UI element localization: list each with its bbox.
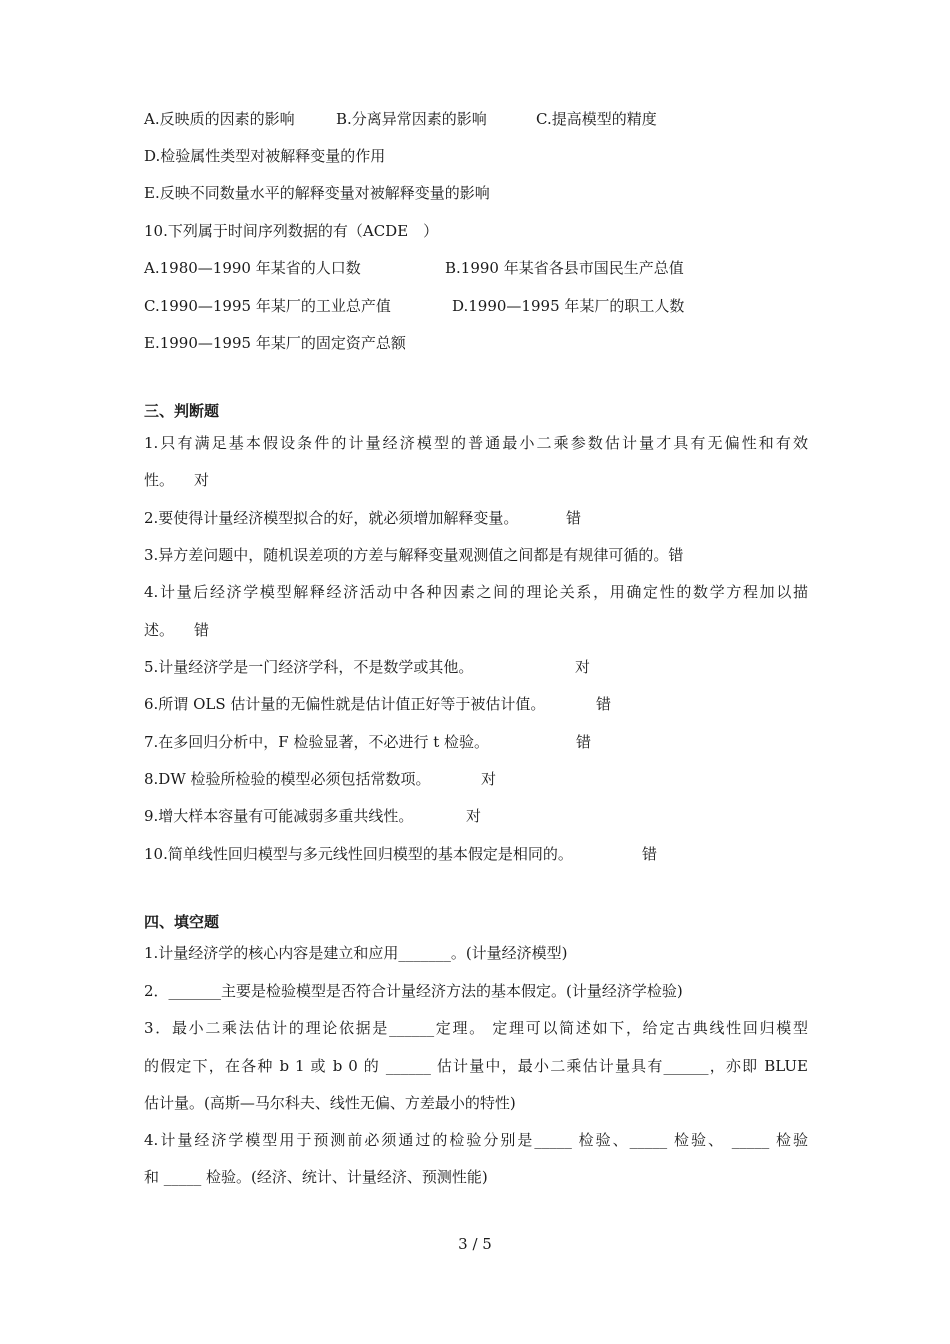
judge-item-7: 7.在多回归分析中，F 检验显著，不必进行 t 检验。 错 xyxy=(144,733,592,751)
section3-title: 三、判断题 xyxy=(144,402,220,420)
judge-answer-9: 对 xyxy=(466,807,482,825)
fill-item-3-line-1: 3．最小二乘法估计的理论依据是______定理。 定理可以简述如下，给定古典线性回归模型 xyxy=(144,1019,808,1037)
page-number: 3 / 5 xyxy=(458,1235,492,1253)
judge-item-4: 4.计量后经济学模型解释经济活动中各种因素之间的理论关系，用确定性的数学方程加以描 xyxy=(144,583,808,601)
fill-item-3-line-3: 估计量。(高斯—马尔科夫、线性无偏、方差最小的特性) xyxy=(144,1094,516,1112)
q10-option-e: E.1990—1995 年某厂的固定资产总额 xyxy=(144,334,406,352)
q10-option-b: B.1990 年某省各县市国民生产总值 xyxy=(445,259,684,277)
section4-title: 四、填空题 xyxy=(144,913,220,931)
judge-item-5: 5.计量经济学是一门经济学科，不是数学或其他。 对 xyxy=(144,658,591,676)
q10-option-d: D.1990—1995 年某厂的职工人数 xyxy=(452,297,685,315)
judge-answer-4: 错 xyxy=(194,621,210,639)
judge-item-6: 6.所谓 OLS 估计量的无偏性就是估计值正好等于被估计值。 错 xyxy=(144,695,612,713)
judge-item-4-cont: 述。 错 xyxy=(144,621,210,639)
fill-item-1: 1.计量经济学的核心内容是建立和应用_______。(计量经济模型) xyxy=(144,944,568,962)
fill-item-3-line-2: 的假定下，在各种 b 1 或 b 0 的 ______ 估计量中，最小二乘估计量具有______，亦即 BLUE xyxy=(144,1057,808,1075)
judge-answer-10: 错 xyxy=(642,845,658,863)
q10-options-row-1 xyxy=(144,258,808,278)
judge-answer-5: 对 xyxy=(575,658,591,676)
q9-option-d: D.检验属性类型对被解释变量的作用 xyxy=(144,147,386,165)
judge-item-9: 9.增大样本容量有可能减弱多重共线性。 对 xyxy=(144,807,482,825)
fill-item-4-line-2: 和 _____ 检验。(经济、统计、计量经济、预测性能) xyxy=(144,1168,488,1186)
q10-option-a: A.1980—1990 年某省的人口数 xyxy=(144,259,361,277)
q10-option-c: C.1990—1995 年某厂的工业总产值 xyxy=(144,297,391,315)
q9-option-e: E.反映不同数量水平的解释变量对被解释变量的影响 xyxy=(144,184,490,202)
judge-item-1-cont: 性。 对 xyxy=(144,471,210,489)
q10-question: 10.下列属于时间序列数据的有（ACDE ） xyxy=(144,222,439,240)
judge-item-10: 10.简单线性回归模型与多元线性回归模型的基本假定是相同的。 错 xyxy=(144,845,658,863)
judge-answer-6: 错 xyxy=(596,695,612,713)
q9-option-b: B.分离异常因素的影响 xyxy=(336,110,487,128)
q9-option-c: C.提高模型的精度 xyxy=(536,110,657,128)
fill-item-4-line-1: 4.计量经济学模型用于预测前必须通过的检验分别是_____ 检验、_____ 检验、 _____ 检验 xyxy=(144,1131,808,1149)
judge-answer-2: 错 xyxy=(566,509,582,527)
q10-options-row-2 xyxy=(144,296,808,316)
q9-option-a: A.反映质的因素的影响 xyxy=(144,110,295,128)
judge-answer-3: 错 xyxy=(668,546,684,564)
judge-answer-1: 对 xyxy=(194,471,210,489)
q9-options-row-1 xyxy=(144,109,808,129)
fill-item-2: 2．_______主要是检验模型是否符合计量经济方法的基本假定。(计量经济学检验) xyxy=(144,982,683,1000)
judge-item-1: 1.只有满足基本假设条件的计量经济模型的普通最小二乘参数估计量才具有无偏性和有效 xyxy=(144,434,808,452)
judge-item-2: 2.要使得计量经济模型拟合的好，就必须增加解释变量。 错 xyxy=(144,509,582,527)
judge-item-3: 3.异方差问题中，随机误差项的方差与解释变量观测值之间都是有规律可循的。错 xyxy=(144,546,684,564)
judge-answer-7: 错 xyxy=(576,733,592,751)
judge-answer-8: 对 xyxy=(481,770,497,788)
judge-item-8: 8.DW 检验所检验的模型必须包括常数项。 对 xyxy=(144,770,497,788)
